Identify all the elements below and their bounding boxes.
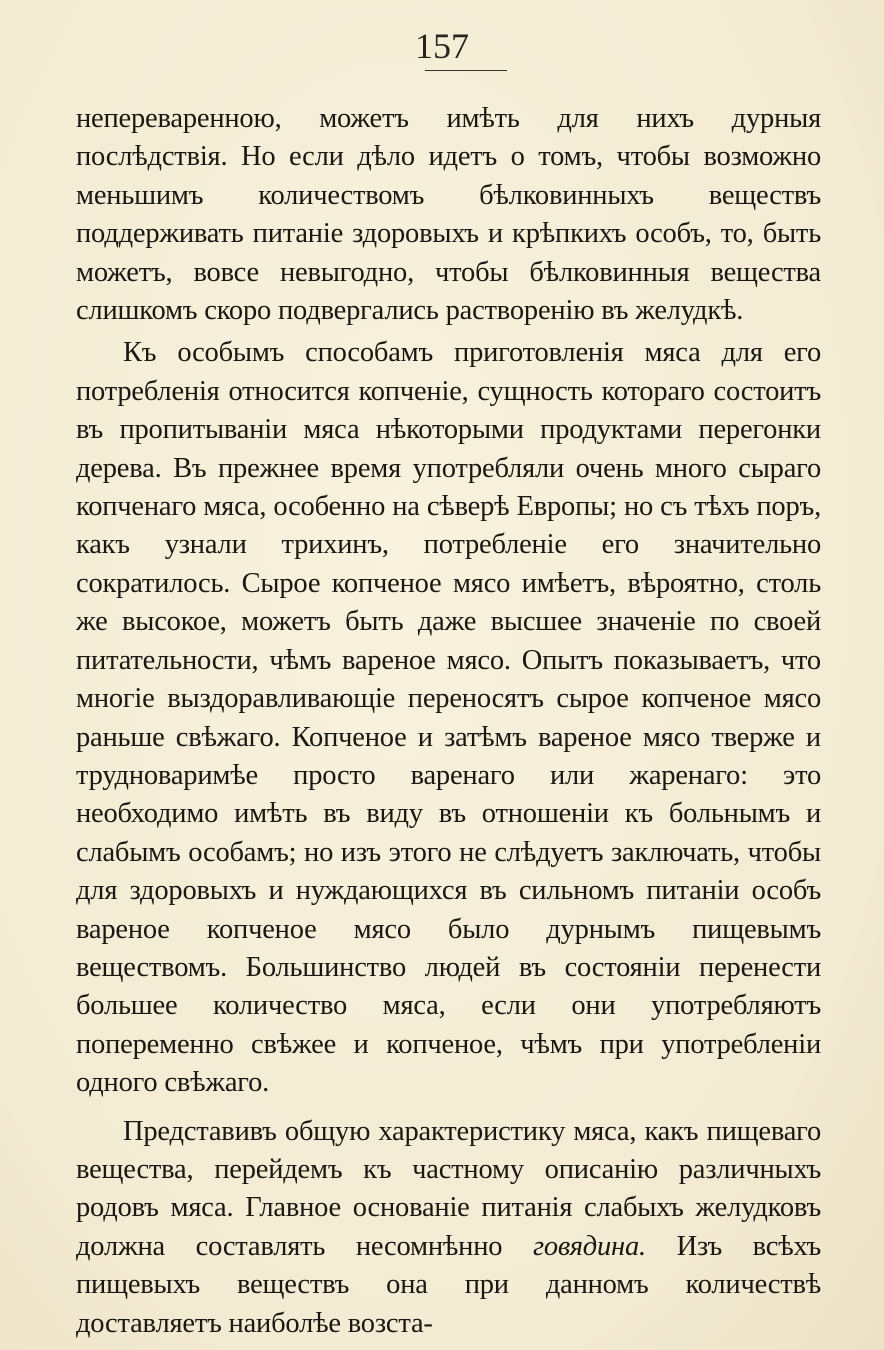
page-number-rule xyxy=(425,70,507,71)
paragraph-2: Къ особымъ способамъ приготовленія мяса для его потребленія относится копченіе, сущность котораго состоитъ въ пропитываніи мяса нѣкоторыми продуктами перегонки дерева. Въ прежнее время употребляли очень много сыраго копченаго мяса, особенно на сѣверѣ Европы; но съ тѣхъ поръ, какъ узнали трихинъ, потребленіе его значительно сократилось. Сырое копченое мясо имѣетъ, вѣроятно, столь же высокое, можетъ быть даже высшее значеніе по своей питательности, чѣмъ вареное мясо. Опытъ показываетъ, что многіе выздоравливающіе переносятъ сырое копченое мясо раньше свѣжаго. Копченое и затѣмъ вареное мясо тверже и трудноваримѣе просто варенаго или жаренаго: это необходимо имѣть въ виду въ отношеніи къ больнымъ и слабымъ особамъ; но изъ этого не слѣдуетъ заключать, чтобы для здоровыхъ и нуждающихся въ сильномъ питаніи особъ вареное копченое мясо было дурнымъ пищевымъ веществомъ. Большинство людей въ состояніи перенести большее количество мяса, если они употребляютъ попеременно свѣжее и копченое, чѣмъ при употребленіи одного свѣжаго. xyxy=(76,337,821,1099)
paragraph-3-end: Изъ всѣхъ пищевыхъ веществъ она при данномъ количествѣ доставляетъ наиболѣе возста- xyxy=(76,1230,821,1339)
page-number: 157 xyxy=(415,26,469,66)
paragraph-3 xyxy=(76,1113,821,1343)
paragraph-1: непереваренною, можетъ имѣть для нихъ дурныя послѣдствія. Но если дѣло идетъ о томъ, чтобы возможно меньшимъ количествомъ бѣлковинныхъ веществъ поддерживать питаніе здоровыхъ и крѣпкихъ особъ, то, быть можетъ, вовсе невыгодно, чтобы бѣлковинныя вещества слишкомъ скоро подвергались растворенію въ желудкѣ. xyxy=(76,103,821,327)
paragraph-3-start: Представивъ общую характеристику мяса, какъ пищеваго вещества, перейдемъ къ частному описанію различныхъ родовъ мяса. Главное основаніе питанія слабыхъ желудковъ должна составлять несомнѣнно xyxy=(76,1115,821,1262)
page-body xyxy=(76,100,821,1343)
italic-term-beef: говядина. xyxy=(532,1230,646,1262)
